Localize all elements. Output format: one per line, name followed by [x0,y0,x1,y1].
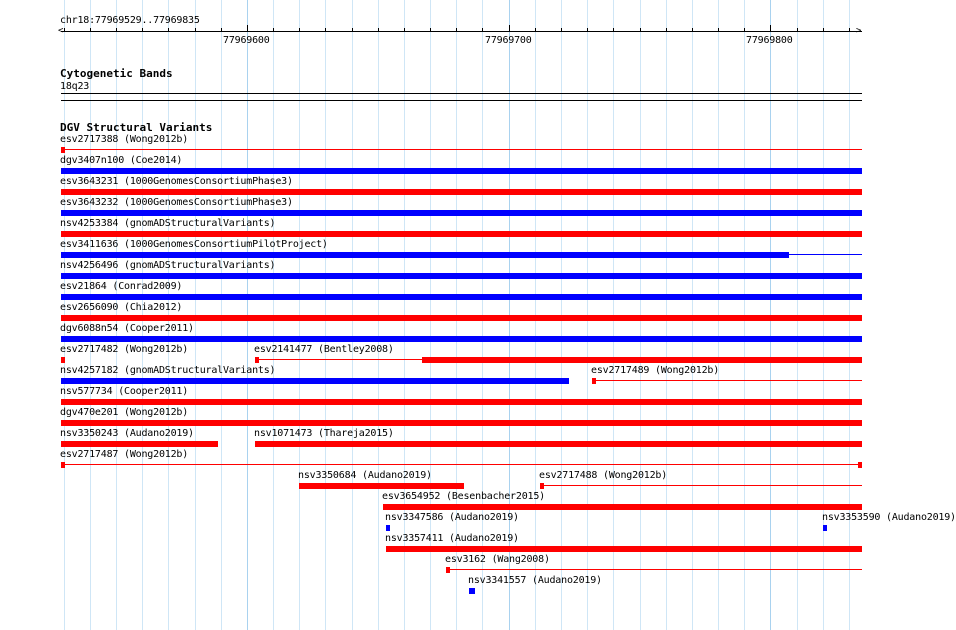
variant-bar[interactable] [61,441,218,447]
variant-bar[interactable] [386,525,390,531]
variant-thin-line[interactable] [540,485,862,486]
variant-bar[interactable] [61,315,862,321]
cytoband-bar-bottom [61,100,862,101]
variant-thin-line[interactable] [255,359,422,360]
variant-label[interactable]: dgv470e201 (Wong2012b) [60,407,189,418]
variant-label[interactable]: esv2717388 (Wong2012b) [60,134,189,145]
ruler-minor-tick [404,28,405,32]
variant-bar[interactable] [61,357,65,363]
ruler-minor-tick [142,28,143,32]
cytoband-bar-top [61,93,862,94]
ruler-left-arrow: < [58,26,64,36]
variant-bar[interactable] [823,525,827,531]
variant-bar[interactable] [61,336,862,342]
variant-bar[interactable] [255,441,862,447]
variant-bar[interactable] [61,399,862,405]
ruler-right-arrow: > [856,26,862,36]
variant-start-cap[interactable] [61,462,65,468]
variant-bar[interactable] [61,420,862,426]
variant-bar[interactable] [61,252,789,258]
dgv-title: DGV Structural Variants [60,121,213,134]
variant-label[interactable]: nsv4253384 (gnomADStructuralVariants) [60,218,276,229]
variant-label[interactable]: esv2656090 (Chia2012) [60,302,183,313]
ruler-label: 77969800 [746,35,793,46]
variant-bar[interactable] [61,168,862,174]
ruler-minor-tick [64,28,65,32]
variant-label[interactable]: esv2717489 (Wong2012b) [591,365,720,376]
ruler-major-tick [509,25,510,32]
variant-label[interactable]: esv3643232 (1000GenomesConsortiumPhase3) [60,197,293,208]
variant-label[interactable]: nsv3350684 (Audano2019) [298,470,432,481]
ruler-minor-tick [195,28,196,32]
variant-bar[interactable] [61,273,862,279]
variant-bar[interactable] [299,483,464,489]
ruler-minor-tick [640,28,641,32]
variant-thin-line[interactable] [446,569,862,570]
ruler-minor-tick [168,28,169,32]
variant-bar[interactable] [61,189,862,195]
cytobands-title: Cytogenetic Bands [60,67,173,80]
variant-bar[interactable] [61,294,862,300]
variant-label[interactable]: nsv3350243 (Audano2019) [60,428,194,439]
ruler-minor-tick [797,28,798,32]
variant-start-cap[interactable] [540,483,544,489]
ruler-minor-tick [744,28,745,32]
variant-bar[interactable] [61,210,862,216]
variant-label[interactable]: dgv6088n54 (Cooper2011) [60,323,194,334]
variant-bar[interactable] [469,588,475,594]
ruler-minor-tick [613,28,614,32]
ruler-minor-tick [692,28,693,32]
variant-label[interactable]: esv3643231 (1000GenomesConsortiumPhase3) [60,176,293,187]
variant-label[interactable]: esv2141477 (Bentley2008) [254,344,394,355]
variant-thin-line[interactable] [789,254,862,255]
variant-label[interactable]: nsv1071473 (Thareja2015) [254,428,394,439]
locus-label: chr18:77969529..77969835 [60,15,200,26]
variant-label[interactable]: esv21864 (Conrad2009) [60,281,183,292]
ruler-minor-tick [430,28,431,32]
variant-label[interactable]: esv3654952 (Besenbacher2015) [382,491,545,502]
ruler-minor-tick [325,28,326,32]
cytoband-label: 18q23 [60,81,90,92]
ruler-minor-tick [587,28,588,32]
ruler-major-tick [770,25,771,32]
ruler-minor-tick [535,28,536,32]
ruler-minor-tick [221,28,222,32]
variant-label[interactable]: esv2717482 (Wong2012b) [60,344,189,355]
ruler-minor-tick [352,28,353,32]
variant-label[interactable]: nsv3341557 (Audano2019) [468,575,602,586]
variant-label[interactable]: esv3411636 (1000GenomesConsortiumPilotProject) [60,239,328,250]
variant-thin-line[interactable] [592,380,862,381]
variant-thin-line[interactable] [61,149,862,150]
variant-label[interactable]: nsv4256496 (gnomADStructuralVariants) [60,260,276,271]
variant-bar[interactable] [422,357,862,363]
variant-label[interactable]: nsv4257182 (gnomADStructuralVariants) [60,365,276,376]
variant-thin-line[interactable] [61,464,862,465]
variant-label[interactable]: nsv3353590 (Audano2019) [822,512,956,523]
ruler-minor-tick [299,28,300,32]
variant-end-cap[interactable] [858,462,862,468]
variant-start-cap[interactable] [61,147,65,153]
variant-bar[interactable] [383,504,862,510]
variant-label[interactable]: esv2717488 (Wong2012b) [539,470,668,481]
ruler-label: 77969600 [223,35,270,46]
variant-bar[interactable] [386,546,862,552]
variant-label[interactable]: nsv3347586 (Audano2019) [385,512,519,523]
variant-label[interactable]: nsv577734 (Cooper2011) [60,386,189,397]
variant-label[interactable]: esv2717487 (Wong2012b) [60,449,189,460]
ruler-minor-tick [561,28,562,32]
variant-label[interactable]: nsv3357411 (Audano2019) [385,533,519,544]
variant-start-cap[interactable] [255,357,259,363]
ruler-minor-tick [116,28,117,32]
variant-label[interactable]: esv3162 (Wang2008) [445,554,550,565]
ruler-minor-tick [378,28,379,32]
ruler-major-tick [247,25,248,32]
ruler-minor-tick [823,28,824,32]
variant-label[interactable]: dgv3407n100 (Coe2014) [60,155,183,166]
ruler-minor-tick [849,28,850,32]
ruler-label: 77969700 [485,35,532,46]
variant-start-cap[interactable] [592,378,596,384]
ruler-minor-tick [718,28,719,32]
ruler-minor-tick [666,28,667,32]
variant-bar[interactable] [61,231,862,237]
ruler-axis [61,31,862,32]
ruler-minor-tick [482,28,483,32]
ruler-minor-tick [273,28,274,32]
ruler-minor-tick [456,28,457,32]
variant-start-cap[interactable] [446,567,450,573]
variant-bar[interactable] [61,378,569,384]
ruler-minor-tick [90,28,91,32]
